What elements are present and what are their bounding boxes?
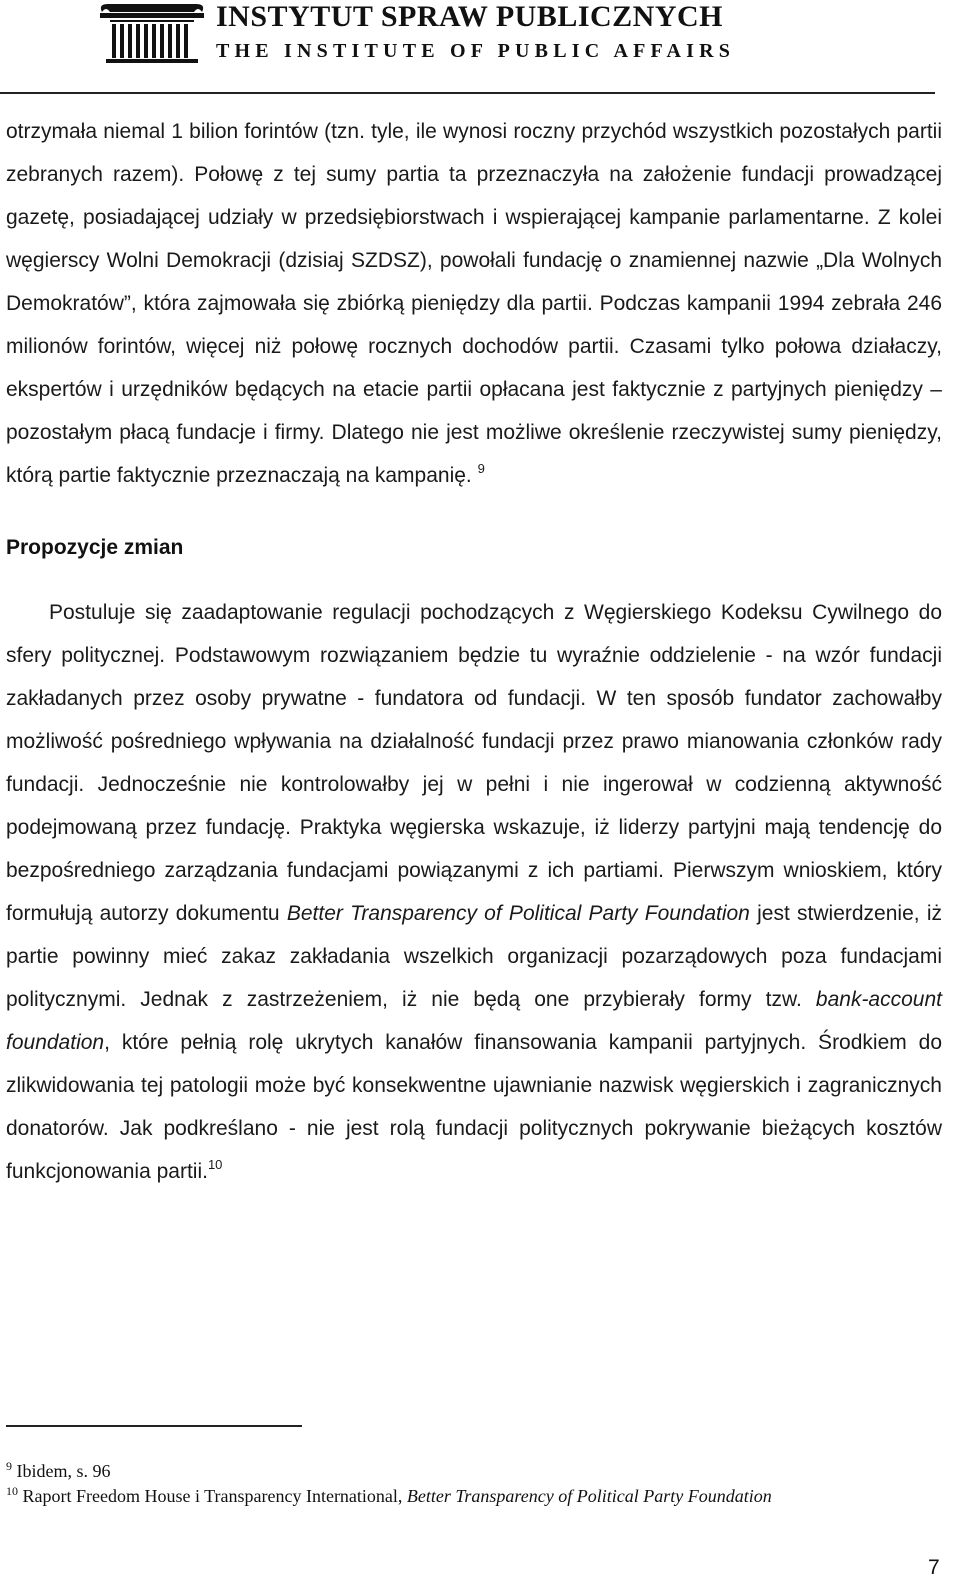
footnote-10: [6, 1484, 936, 1509]
footnote-9: [6, 1459, 936, 1484]
footnote-number: 10: [6, 1484, 18, 1498]
paragraph-1-text: otrzymała niemal 1 bilion forintów (tzn. tyle, ile wynosi roczny przychód wszystkich pozostałych partii zebranych razem). Połowę z tej sumy partia ta przeznaczyła na założenie fundacji prowadzącej gazetę, posiadającej udziały w przedsiębiorstwach i wspierającej kampanie parlamentarne. Z kolei węgierscy Wolni Demokracji (dzisiaj SZDSZ), powołali fundację o znamiennej nazwie „Dla Wolnych Demokratów”, która zajmowała się zbiórką pieniędzy dla partii. Podczas kampanii 1994 zebrała 246 milionów forintów, więcej niż połowę rocznych dochodów partii. Czasami tylko połowa działaczy, ekspertów i urzędników będących na etacie partii opłacana jest faktycznie z partyjnych pieniędzy – pozostałym płacą fundacje i firmy. Dlatego nie jest możliwe określenie rzeczywistej sumy pieniędzy, którą partie faktycznie przeznaczają na kampanię.: [6, 120, 942, 487]
footnote-number: 9: [6, 1459, 12, 1473]
footnote-ref-10[interactable]: 10: [207, 1157, 223, 1172]
page-number: 7: [928, 1556, 940, 1579]
paragraph-2-part-3: , które pełnią rolę ukrytych kanałów finansowania kampanii partyjnych. Środkiem do zlikwidowania tej patologii może być konsekwentne ujawnianie nazwisk węgierskich i zagranicznych donatorów. Jak podkreślano - nie jest rolą fundacji politycznych pokrywanie bieżących kosztów funkcjonowania partii.: [6, 1031, 942, 1183]
footnote-ref-9[interactable]: 9: [477, 461, 485, 476]
header-divider: [0, 92, 935, 94]
footnote-title: Better Transparency of Political Party Foundation: [406, 1486, 772, 1506]
page-body: [6, 110, 942, 1193]
paragraph-2-part-2: jest stwierdzenie, iż partie powinny mieć zakaz zakładania wszelkich organizacji pozarządowych poza fundacjami politycznymi. Jednak z zastrzeżeniem, iż nie będą one przybierały formy tzw.: [6, 902, 942, 1011]
footnote-divider: [6, 1425, 302, 1427]
footnote-text: Raport Freedom House i Transparency International,: [22, 1486, 403, 1506]
institute-name: INSTYTUT SPRAW PUBLICZNYCH: [216, 0, 724, 33]
document-title: Better Transparency of Political Party Foundation: [286, 902, 750, 925]
institute-name-english: THE INSTITUTE OF PUBLIC AFFAIRS: [216, 40, 736, 62]
paragraph-2-part-1: Postuluje się zaadaptowanie regulacji pochodzących z Węgierskiego Kodeksu Cywilnego do sfery politycznej. Podstawowym rozwiązaniem będzie tu wyraźnie oddzielenie - na wzór fundacji zakładanych przez osoby prywatne - fundatora od fundacji. W ten sposób fundator zachowałby możliwość pośredniego wpływania na działalność fundacji przez prawo mianowania członków rady fundacji. Jednocześnie nie kontrolowałby jej w pełni i nie ingerował w codzienną aktywność podejmowaną przez fundację. Praktyka węgierska wskazuje, iż liderzy partyjni mają tendencję do bezpośredniego zarządzania fundacjami powiązanymi z ich partiami. Pierwszym wnioskiem, który formułują autorzy dokumentu: [6, 601, 942, 925]
paragraph-1: [6, 110, 942, 497]
footnotes: [6, 1459, 936, 1509]
term-bank-account-foundation: bank-account foundation: [6, 988, 942, 1054]
institute-logo: [98, 2, 206, 64]
paragraph-2: [6, 591, 942, 1193]
page-header: [0, 0, 960, 95]
section-heading: Propozycje zmian: [6, 536, 184, 559]
footnote-text: Ibidem, s. 96: [16, 1461, 111, 1481]
